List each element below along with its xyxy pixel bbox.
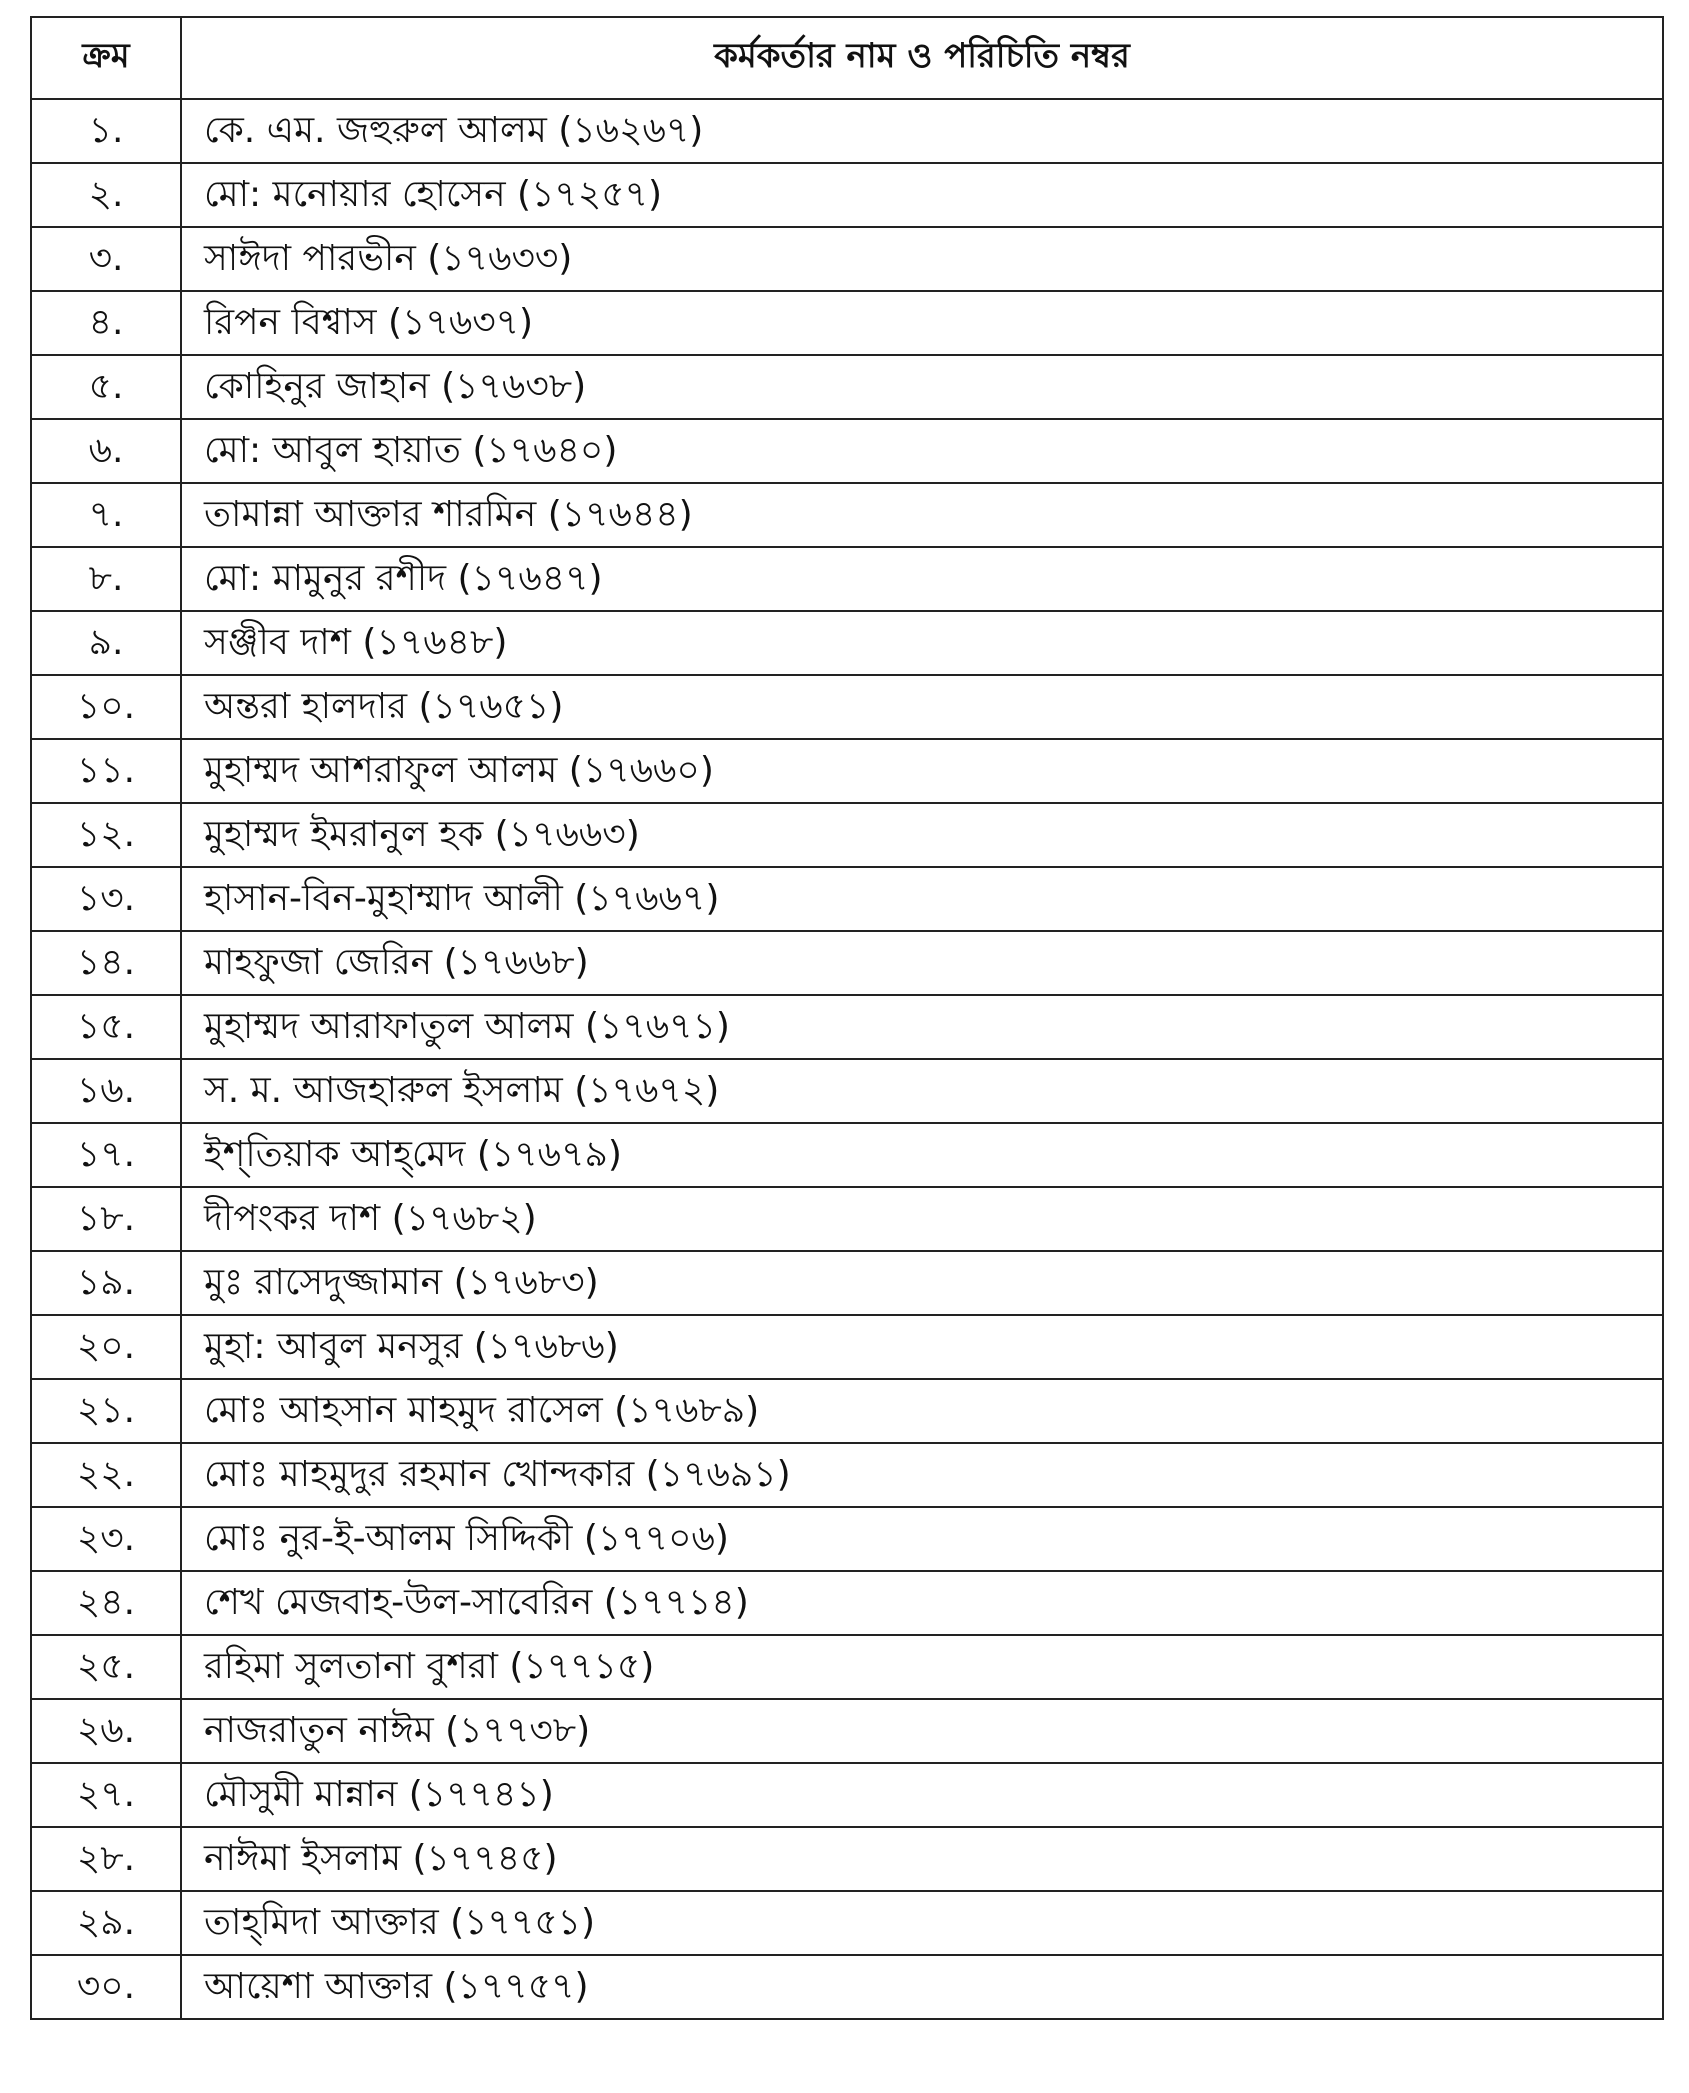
header-row [31,17,1663,99]
serial-number-cell: ১৯. [31,1251,181,1315]
table-row [31,1507,1663,1571]
officer-name-id-cell: মুহাম্মদ আরাফাতুল আলম (১৭৬৭১) [181,995,1663,1059]
serial-number-cell: ৪. [31,291,181,355]
table-row [31,1763,1663,1827]
officer-name-id-cell: মো: মনোয়ার হোসেন (১৭২৫৭) [181,163,1663,227]
name-column-header: কর্মকর্তার নাম ও পরিচিতি নম্বর [181,17,1663,99]
officer-name-id-cell: কে. এম. জহুরুল আলম (১৬২৬৭) [181,99,1663,163]
table-row [31,1251,1663,1315]
table-row [31,483,1663,547]
table-row [31,227,1663,291]
table-row [31,1443,1663,1507]
table-row [31,1315,1663,1379]
table-row [31,867,1663,931]
serial-number-cell: ১০. [31,675,181,739]
table-row [31,1059,1663,1123]
table-row [31,1571,1663,1635]
table-row [31,1699,1663,1763]
officer-name-id-cell: হাসান-বিন-মুহাম্মাদ আলী (১৭৬৬৭) [181,867,1663,931]
officer-name-id-cell: তামান্না আক্তার শারমিন (১৭৬৪৪) [181,483,1663,547]
serial-number-cell: ২৪. [31,1571,181,1635]
table-row [31,1827,1663,1891]
officer-name-id-cell: মোঃ মাহমুদুর রহমান খোন্দকার (১৭৬৯১) [181,1443,1663,1507]
serial-number-cell: ২৯. [31,1891,181,1955]
table-row [31,99,1663,163]
officer-name-id-cell: সঞ্জীব দাশ (১৭৬৪৮) [181,611,1663,675]
officer-name-id-cell: মো: আবুল হায়াত (১৭৬৪০) [181,419,1663,483]
table-row [31,995,1663,1059]
officer-name-id-cell: মোঃ আহসান মাহমুদ রাসেল (১৭৬৮৯) [181,1379,1663,1443]
table-row [31,1123,1663,1187]
table-row [31,1955,1663,2019]
serial-column-header: ক্রম [31,17,181,99]
serial-number-cell: ১৬. [31,1059,181,1123]
serial-number-cell: ১৩. [31,867,181,931]
table-row [31,1635,1663,1699]
officer-list-table [30,16,1664,2020]
table-row [31,803,1663,867]
officer-name-id-cell: তাহ্‌মিদা আক্তার (১৭৭৫১) [181,1891,1663,1955]
serial-number-cell: ৯. [31,611,181,675]
serial-number-cell: ১৫. [31,995,181,1059]
table-row [31,675,1663,739]
officer-name-id-cell: নাঈমা ইসলাম (১৭৭৪৫) [181,1827,1663,1891]
table-row [31,931,1663,995]
serial-number-cell: ২২. [31,1443,181,1507]
serial-number-cell: ১১. [31,739,181,803]
table-row [31,547,1663,611]
table-header [31,17,1663,99]
officer-name-id-cell: মাহফুজা জেরিন (১৭৬৬৮) [181,931,1663,995]
officer-name-id-cell: আয়েশা আক্তার (১৭৭৫৭) [181,1955,1663,2019]
serial-number-cell: ৩০. [31,1955,181,2019]
serial-number-cell: ৮. [31,547,181,611]
serial-number-cell: ১৭. [31,1123,181,1187]
table-row [31,163,1663,227]
serial-number-cell: ২. [31,163,181,227]
table-row [31,1187,1663,1251]
table-body [31,99,1663,2019]
serial-number-cell: ৩. [31,227,181,291]
serial-number-cell: ২০. [31,1315,181,1379]
officer-name-id-cell: মোঃ নুর-ই-আলম সিদ্দিকী (১৭৭০৬) [181,1507,1663,1571]
officer-name-id-cell: শেখ মেজবাহ-উল-সাবেরিন (১৭৭১৪) [181,1571,1663,1635]
officer-name-id-cell: দীপংকর দাশ (১৭৬৮২) [181,1187,1663,1251]
officer-name-id-cell: কোহিনুর জাহান (১৭৬৩৮) [181,355,1663,419]
table-row [31,291,1663,355]
officer-name-id-cell: নাজরাতুন নাঈম (১৭৭৩৮) [181,1699,1663,1763]
officer-name-id-cell: স. ম. আজহারুল ইসলাম (১৭৬৭২) [181,1059,1663,1123]
serial-number-cell: ৬. [31,419,181,483]
serial-number-cell: ১৪. [31,931,181,995]
serial-number-cell: ২৩. [31,1507,181,1571]
table-row [31,611,1663,675]
officer-name-id-cell: রিপন বিশ্বাস (১৭৬৩৭) [181,291,1663,355]
officer-name-id-cell: অন্তরা হালদার (১৭৬৫১) [181,675,1663,739]
serial-number-cell: ১৮. [31,1187,181,1251]
serial-number-cell: ৫. [31,355,181,419]
officer-name-id-cell: মুহাম্মদ আশরাফুল আলম (১৭৬৬০) [181,739,1663,803]
officer-name-id-cell: মো: মামুনুর রশীদ (১৭৬৪৭) [181,547,1663,611]
officer-name-id-cell: মুহাম্মদ ইমরানুল হক (১৭৬৬৩) [181,803,1663,867]
serial-number-cell: ২৬. [31,1699,181,1763]
officer-name-id-cell: সাঈদা পারভীন (১৭৬৩৩) [181,227,1663,291]
serial-number-cell: ২৭. [31,1763,181,1827]
table-row [31,1379,1663,1443]
table-row [31,419,1663,483]
table-row [31,355,1663,419]
table-row [31,739,1663,803]
serial-number-cell: ২১. [31,1379,181,1443]
officer-name-id-cell: মুহা: আবুল মনসুর (১৭৬৮৬) [181,1315,1663,1379]
serial-number-cell: ১২. [31,803,181,867]
document-page [30,16,1662,2020]
serial-number-cell: ২৮. [31,1827,181,1891]
serial-number-cell: ১. [31,99,181,163]
officer-name-id-cell: মুঃ রাসেদুজ্জামান (১৭৬৮৩) [181,1251,1663,1315]
table-row [31,1891,1663,1955]
officer-name-id-cell: রহিমা সুলতানা বুশরা (১৭৭১৫) [181,1635,1663,1699]
officer-name-id-cell: মৌসুমী মান্নান (১৭৭৪১) [181,1763,1663,1827]
serial-number-cell: ২৫. [31,1635,181,1699]
serial-number-cell: ৭. [31,483,181,547]
officer-name-id-cell: ইশ্‌তিয়াক আহ্‌মেদ (১৭৬৭৯) [181,1123,1663,1187]
